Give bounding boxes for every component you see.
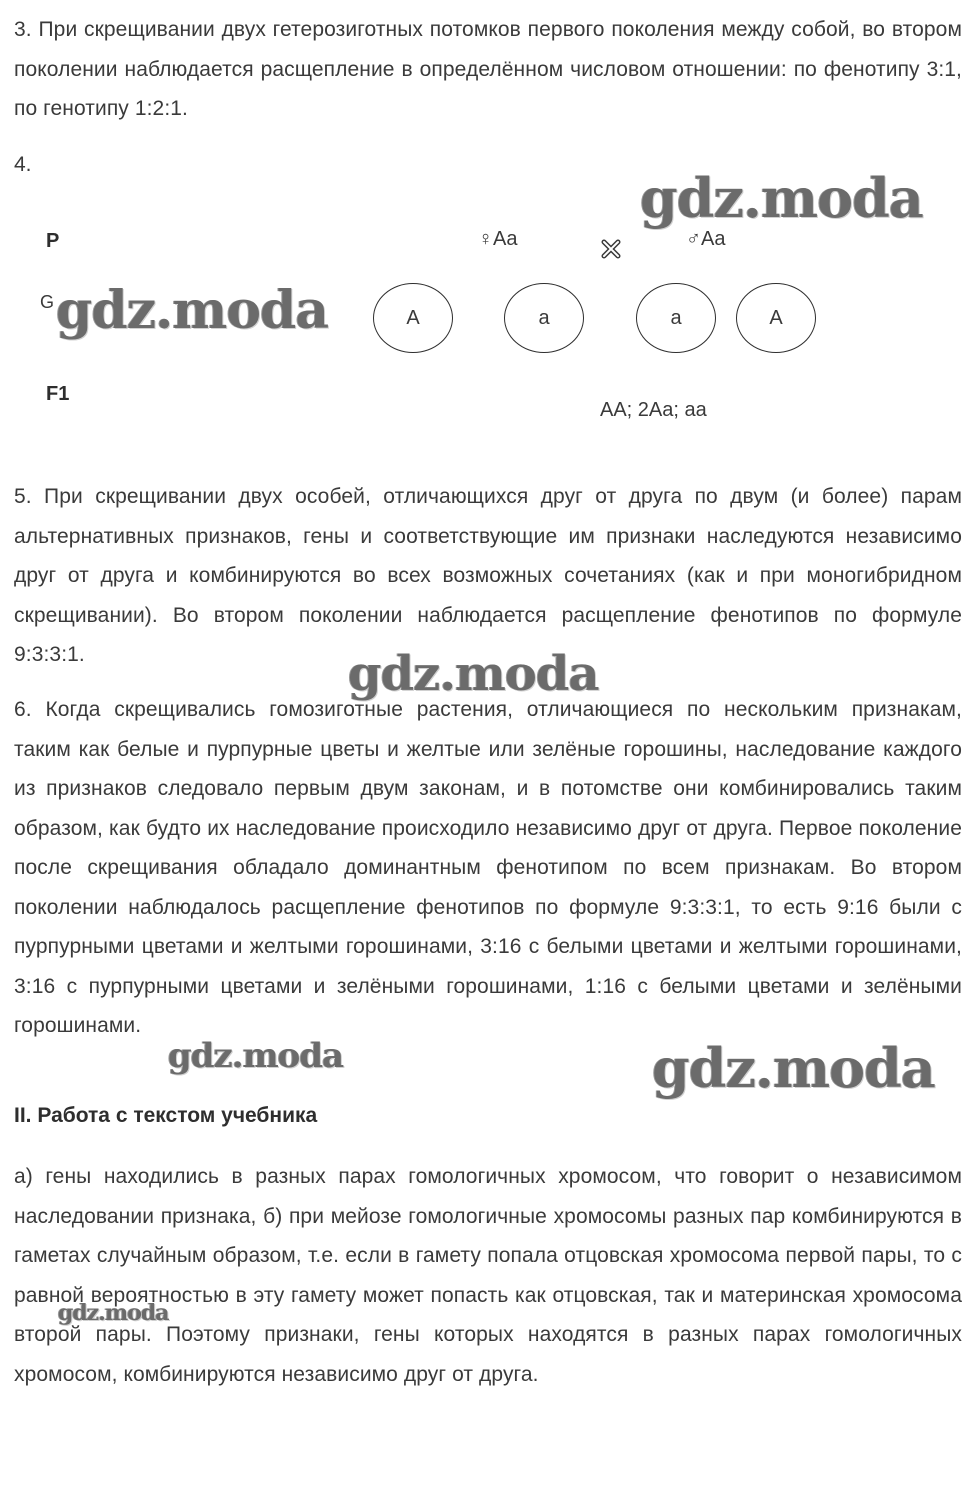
- watermark: gdz.moda: [58, 1300, 169, 1326]
- gamete-circle: a: [504, 283, 584, 353]
- gamete-circle: a: [636, 283, 716, 353]
- male-genotype: ♂Aa: [686, 228, 726, 250]
- watermark: gdz.moda: [652, 1036, 935, 1100]
- watermark: gdz.moda: [640, 166, 923, 230]
- paragraph-7: а) гены находились в разных парах гомологичных хромосом, что говорит о независимом наследовании признака, б) при мейозе гомологичные хромосомы разных пар комбинируются в гаметах случайным образом, т.е. если в гамету попала отцовская хромосома первой пары, то с равной вероятностью в эту гамету может попасть как отцовская, так и материнская хромосома второй пары. Поэтому признаки, гены которых находятся в разных парах гомологичных хромосом, комбинируются независимо друг от друга.: [14, 1165, 962, 1386]
- paragraph-3: 3. При скрещивании двух гетерозиготных потомков первого поколения между собой, во втором поколении наблюдается расщепление в определённом числовом отношении: по фенотипу 3:1, по генотипу 1:2:1.: [14, 18, 962, 120]
- cross-icon: [599, 237, 623, 261]
- watermark: gdz.moda: [168, 1036, 344, 1076]
- gamete-label: G: [40, 292, 55, 312]
- paragraph-6: 6. Когда скрещивались гомозиготные растения, отличающиеся по нескольким признакам, таким как белые и пурпурные цветы и желтые или зелёные горошины, наследование каждого из признаков следовало первым двум законам, и в потомстве они комбинировались таким образом, как будто их наследование происходило независимо друг от друга. Первое поколение после скрещивания обладало доминантным фенотипом по всем признакам. Во втором поколении наблюдалось расщепление фенотипов по формуле 9:3:3:1, то есть 9:16 были с пурпурными цветами и желтыми горошинами, 3:16 с белыми цветами и желтыми горошинами, 3:16 с пурпурными цветами и зелёными горошинами, 1:16 с белыми цветами и зелёными горошинами.: [14, 698, 962, 1037]
- parent-label: P: [46, 230, 60, 252]
- watermark: gdz.moda: [348, 646, 599, 702]
- watermark: gdz.moda: [56, 280, 329, 341]
- f1-result: AA; 2Aa; aa: [600, 399, 707, 421]
- female-genotype: ♀Aa: [478, 228, 518, 250]
- section-heading: II. Работа с текстом учебника: [14, 1104, 318, 1127]
- paragraph-5: 5. При скрещивании двух особей, отличающихся друг от друга по двум (и более) парам альтернативных признаков, гены и соответствующие им признаки наследуются независимо друг от друга и комбинируются во всех возможных сочетаниях (как и при моногибридном скрещивании). Во втором поколении наблюдается расщепление фенотипов по формуле 9:3:3:1.: [14, 485, 962, 666]
- gamete-circle: A: [736, 283, 816, 353]
- f1-label: F1: [46, 383, 70, 405]
- gamete-circle: A: [373, 283, 453, 353]
- item-4-number: 4.: [14, 153, 32, 176]
